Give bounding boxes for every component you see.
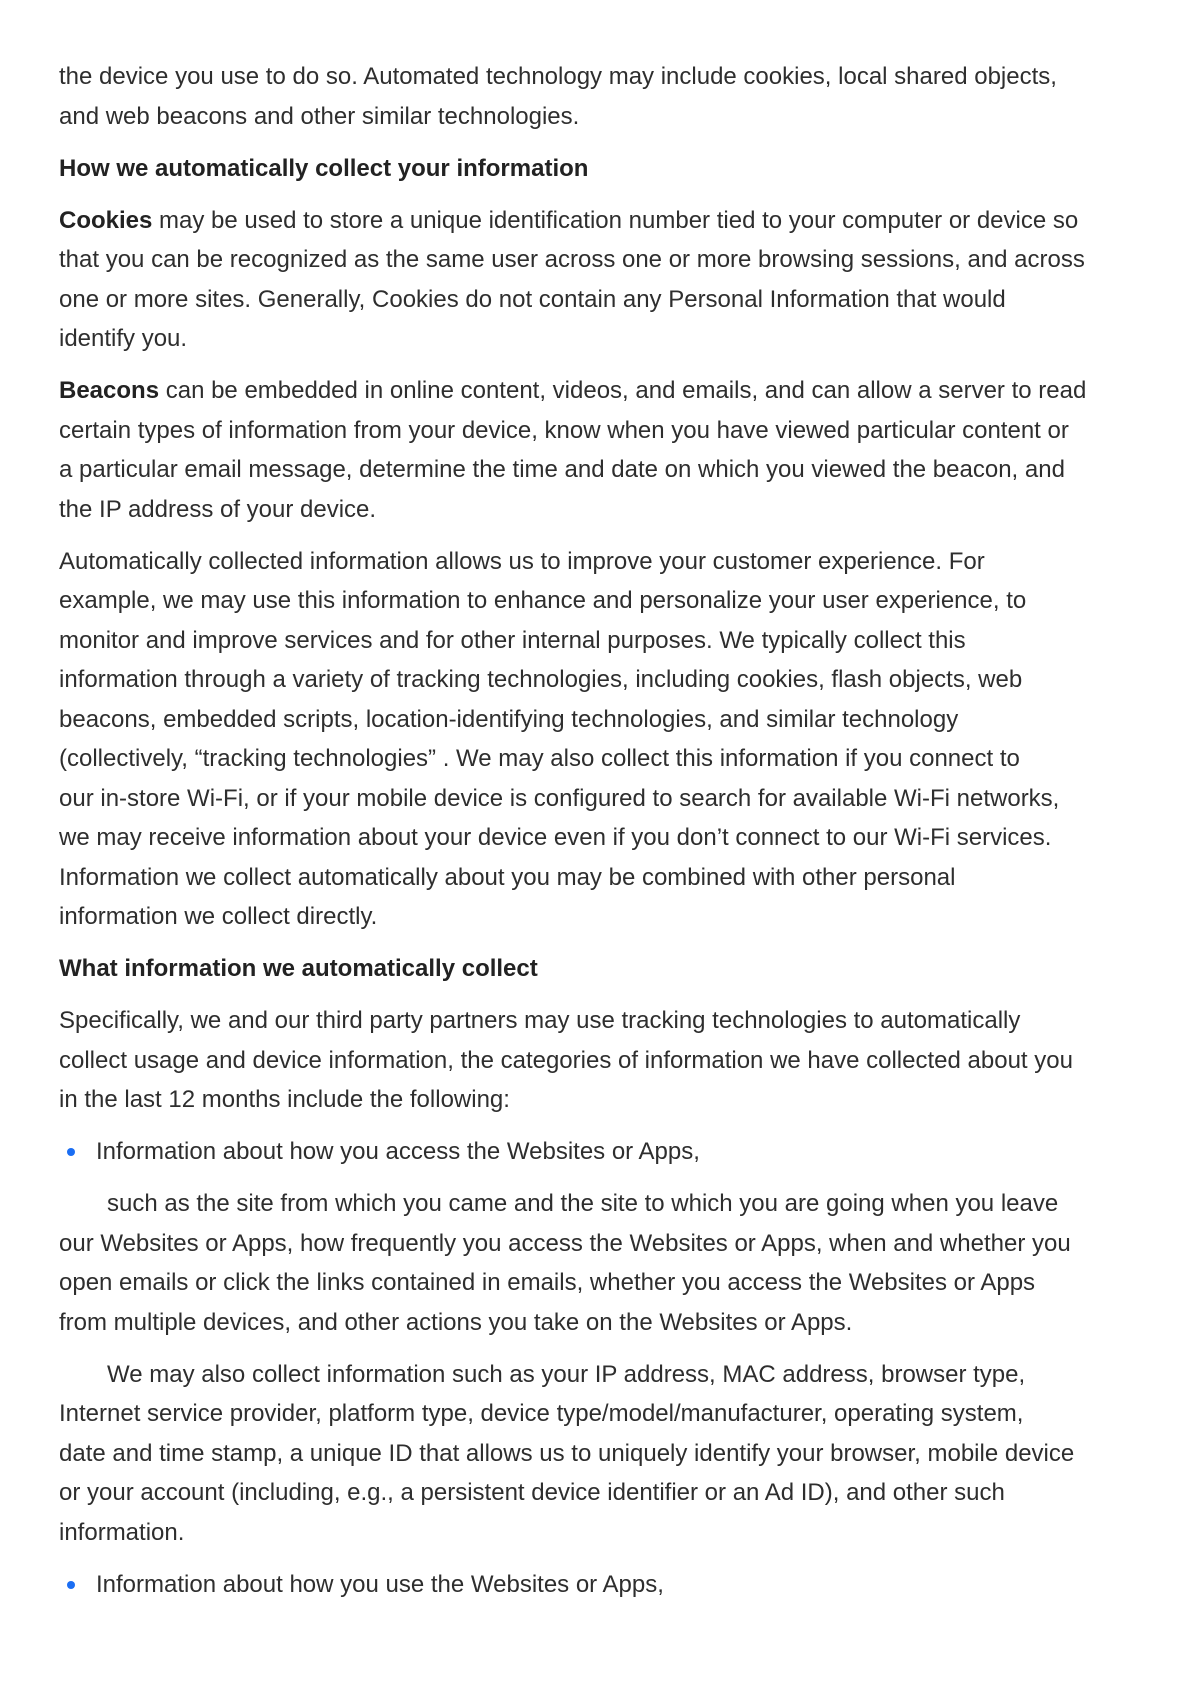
text-line: Automatically collected information allows us to improve your customer experience. For [59,547,985,575]
text-line: and web beacons and other similar technologies. [59,102,580,130]
text-line: Internet service provider, platform type, device type/model/manufacturer, operating system, [59,1400,1024,1427]
text-line: a particular email message, determine the time and date on which you viewed the beacon, and [59,456,1065,483]
cookies-paragraph [59,201,1179,359]
beacons-paragraph [59,371,1179,529]
cookies-term: Cookies [59,206,153,234]
text-line: in the last 12 months include the following: [59,1086,510,1113]
bullet-icon [67,1581,75,1589]
text-line: open emails or click the links contained in emails, whether you access the Websites or Apps [59,1269,1036,1296]
text-line: collect usage and device information, the categories of information we have collected about you [59,1046,1073,1074]
text-line: information. [59,1518,185,1546]
text-line: or your account (including, e.g., a persistent device identifier or an Ad ID), and other such [59,1479,1005,1506]
text-line: our in-store Wi-Fi, or if your mobile device is configured to search for available Wi-Fi networks, [59,784,1060,812]
text-line: the device you use to do so. Automated technology may include cookies, local shared objects, [59,63,1057,90]
list-item-access [59,1132,1179,1172]
text-line: identify you. [59,325,188,352]
text-line: (collectively, “tracking technologies” . We may also collect this information if you connect to [59,745,1020,772]
list-item-text: Information about how you access the Websites or Apps, [96,1138,700,1165]
text-line: Information we collect automatically about you may be combined with other personal [59,863,956,891]
text-line: we may receive information about your device even if you don’t connect to our Wi-Fi services. [59,824,1052,851]
text-line: that you can be recognized as the same user across one or more browsing sessions, and across [59,246,1085,273]
text-line: information through a variety of tracking technologies, including cookies, flash objects, web [59,666,1023,693]
text-line: our Websites or Apps, how frequently you access the Websites or Apps, when and whether you [59,1229,1071,1257]
document-page [59,57,1179,1617]
section-heading-what [59,949,1179,989]
beacons-term: Beacons [59,377,160,404]
text-line [59,371,1179,411]
text-run: may be used to store a unique identification number tied to your computer or device so [152,206,1079,234]
text-line: Specifically, we and our third party partners may use tracking technologies to automatically [59,1007,1021,1034]
text-line: the IP address of your device. [59,495,377,523]
specifically-paragraph [59,1001,1179,1120]
intro-paragraph [59,57,1179,136]
text-line: date and time stamp, a unique ID that allows us to uniquely identify your browser, mobile device [59,1439,1075,1467]
list-item-text: Information about how you use the Websites or Apps, [96,1570,664,1598]
heading-text: What information we automatically collect [59,955,538,982]
text-line: from multiple devices, and other actions you take on the Websites or Apps. [59,1308,853,1336]
text-line: We may also collect information such as your IP address, MAC address, browser type, [107,1360,1026,1388]
text-line [59,201,1179,241]
automatic-collection-paragraph [59,542,1179,937]
bullet-icon [67,1148,75,1156]
text-line: monitor and improve services and for other internal purposes. We typically collect this [59,626,966,654]
text-line: certain types of information from your device, know when you have viewed particular content or [59,416,1069,444]
text-line: beacons, embedded scripts, location-identifying technologies, and similar technology [59,705,959,733]
heading-text: How we automatically collect your information [59,154,589,182]
text-line: one or more sites. Generally, Cookies do not contain any Personal Information that would [59,285,1006,313]
section-heading-how [59,149,1179,189]
text-line: example, we may use this information to enhance and personalize your user experience, to [59,587,1027,614]
access-detail-paragraph [59,1184,1179,1342]
text-run: can be embedded in online content, videos, and emails, and can allow a server to read [159,377,1087,404]
also-collect-paragraph [59,1355,1179,1553]
text-line: information we collect directly. [59,903,378,930]
list-item-use [59,1565,1179,1605]
text-line: such as the site from which you came and the site to which you are going when you leave [107,1190,1059,1217]
